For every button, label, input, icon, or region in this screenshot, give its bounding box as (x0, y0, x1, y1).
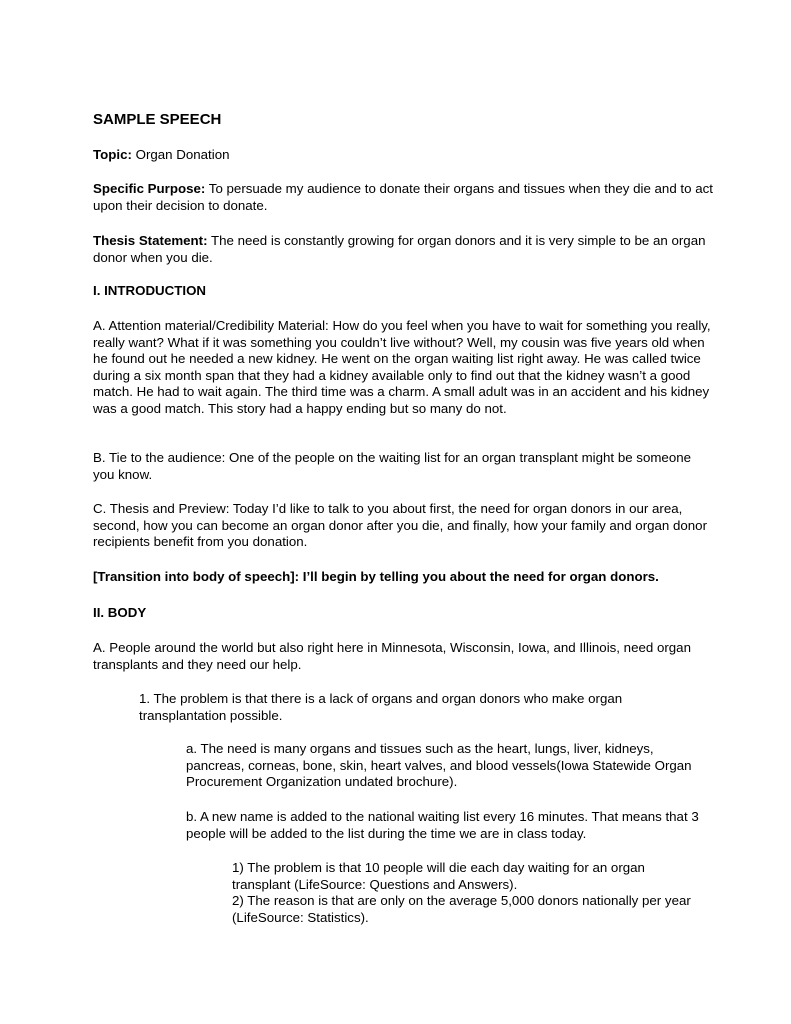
topic-label: Topic: (93, 147, 132, 162)
thesis-label: Thesis Statement: (93, 233, 208, 248)
body-subpoint-1b: b. A new name is added to the national waiting list every 16 minutes. That means that 3 people will be added to the list during the time we are in class today. (186, 809, 699, 841)
thesis-statement (93, 233, 713, 266)
thesis-value: The need is constantly growing for organ donors and it is very simple to be an organ donor when you die. (93, 233, 706, 265)
body-subpoint-1b-2: 2) The reason is that are only on the average 5,000 donors nationally per year (LifeSource: Statistics). (232, 893, 691, 925)
body-subpoint-1: 1. The problem is that there is a lack of organs and organ donors who make organ transplantation possible. (139, 691, 623, 723)
specific-purpose-label: Specific Purpose: (93, 181, 206, 196)
document-title: SAMPLE SPEECH (93, 111, 222, 128)
specific-purpose (93, 181, 713, 214)
intro-thesis-preview-paragraph: C. Thesis and Preview: Today I’d like to talk to you about first, the need for organ donors in our area, second, how you can become an organ donor after you die, and finally, how your family and organ donor recipients benefit from you donation. (93, 501, 708, 549)
body-point-a: A. People around the world but also right here in Minnesota, Wisconsin, Iowa, and Illinois, need organ transplants and they need our help. (93, 640, 691, 672)
introduction-heading: I. INTRODUCTION (93, 283, 207, 298)
intro-attention-paragraph: A. Attention material/Credibility Material: How do you feel when you have to wait for something you really, really want? What if it was something you couldn’t live without? Well, my cousin was five years old when he found out he needed a new kidney. He went on the organ waiting list right away. He was called twice during a six month span that they had a kidney available only to find out that the kidney wasn’t a good match. He had to wait again. The third time was a charm. A small adult was in an accident and his kidney was a good match. This story had a happy ending but so many do not. (93, 318, 711, 416)
specific-purpose-value: To persuade my audience to donate their organs and tissues when they die and to act upon their decision to donate. (93, 181, 713, 213)
body-subpoint-1b-1: 1) The problem is that 10 people will die each day waiting for an organ transplant (LifeSource: Questions and Answers). (232, 860, 645, 892)
transition-line: [Transition into body of speech]: I’ll begin by telling you about the need for organ donors. (93, 569, 659, 584)
body-subpoint-1a: a. The need is many organs and tissues such as the heart, lungs, liver, kidneys, pancreas, corneas, bone, skin, heart valves, and blood vessels(Iowa Statewide Organ Procurement Organization undated brochure). (186, 741, 692, 789)
topic-value: Organ Donation (135, 147, 230, 162)
intro-tie-paragraph: B. Tie to the audience: One of the people on the waiting list for an organ transplant might be someone you know. (93, 450, 692, 482)
topic-line (93, 147, 713, 164)
body-heading: II. BODY (93, 605, 147, 620)
